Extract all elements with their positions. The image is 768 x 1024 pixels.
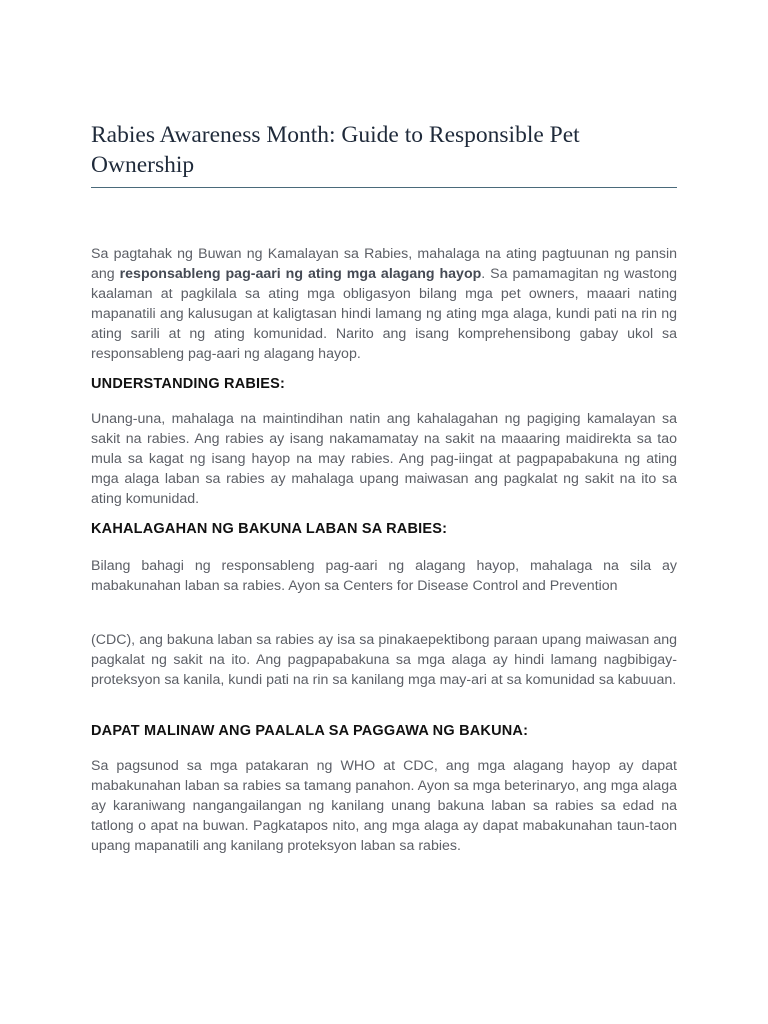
intro-text-before: Sa pagtahak ng Buwan ng Kamalayan sa Rabies, mahalaga na ating pagtuunan ng pansin ang — [91, 246, 677, 282]
title-divider — [91, 187, 677, 188]
intro-paragraph — [91, 244, 677, 364]
intro-text-after: . Sa pamamagitan ng wastong kaalaman at pagkilala sa ating mga obligasyon bilang mga pet owners, maaari nating mapanatili ang kalusugan at kaligtasan hindi lamang ng ating mga alaga, kundi pati na rin ng ating sarili at ng ating komunidad. Narito ang isang komprehensibong gabay ukol sa responsableng pag-aari ng alagang hayop. — [91, 266, 677, 362]
section-paragraph-vaccine-importance-1: Bilang bahagi ng responsableng pag-aari ng alagang hayop, mahalaga na sila ay mabakunahan laban sa rabies. Ayon sa Centers for Disease Control and Prevention — [91, 558, 677, 594]
section-paragraph-vaccine-reminder: Sa pagsunod sa mga patakaran ng WHO at CDC, ang mga alagang hayop ay dapat mabakunahan laban sa rabies sa tamang panahon. Ayon sa mga beterinaryo, ang mga alaga ay karaniwang nangangailangan ng kanilang unang bakuna laban sa rabies sa edad na tatlong o apat na buwan. Pagkatapos nito, ang mga alaga ay dapat mabakunahan taun-taon upang mapanatili ang kanilang proteksyon laban sa rabies. — [91, 758, 677, 854]
section-paragraph-understanding-rabies: Unang-una, mahalaga na maintindihan natin ang kahalagahan ng pagiging kamalayan sa sakit na rabies. Ang rabies ay isang nakamamatay na sakit na maaaring maidirekta sa tao mula sa kagat ng isang hayop na may rabies. Ang pag-iingat at pagpapabakuna ng ating mga alaga laban sa rabies ay mahalaga upang maiwasan ang pagkalat ng sakit na ito sa ating komunidad. — [91, 411, 677, 507]
section-heading-understanding-rabies: UNDERSTANDING RABIES: — [91, 376, 286, 392]
page-title: Rabies Awareness Month: Guide to Responsible Pet Ownership — [91, 122, 580, 178]
section-heading-vaccine-reminder: DAPAT MALINAW ANG PAALALA SA PAGGAWA NG BAKUNA: — [91, 723, 529, 739]
intro-text-bold: responsableng pag-aari ng ating mga alagang hayop — [119, 266, 482, 282]
section-paragraph-vaccine-importance-2: (CDC), ang bakuna laban sa rabies ay isa sa pinakaepektibong paraan upang maiwasan ang pagkalat ng sakit na ito. Ang pagpapabakuna sa mga alaga ay hindi lamang nagbibigay-proteksyon sa kanila, kundi pati na rin sa kanilang mga may-ari at sa komunidad sa kabuuan. — [91, 632, 677, 688]
section-heading-vaccine-importance: KAHALAGAHAN NG BAKUNA LABAN SA RABIES: — [91, 521, 448, 537]
